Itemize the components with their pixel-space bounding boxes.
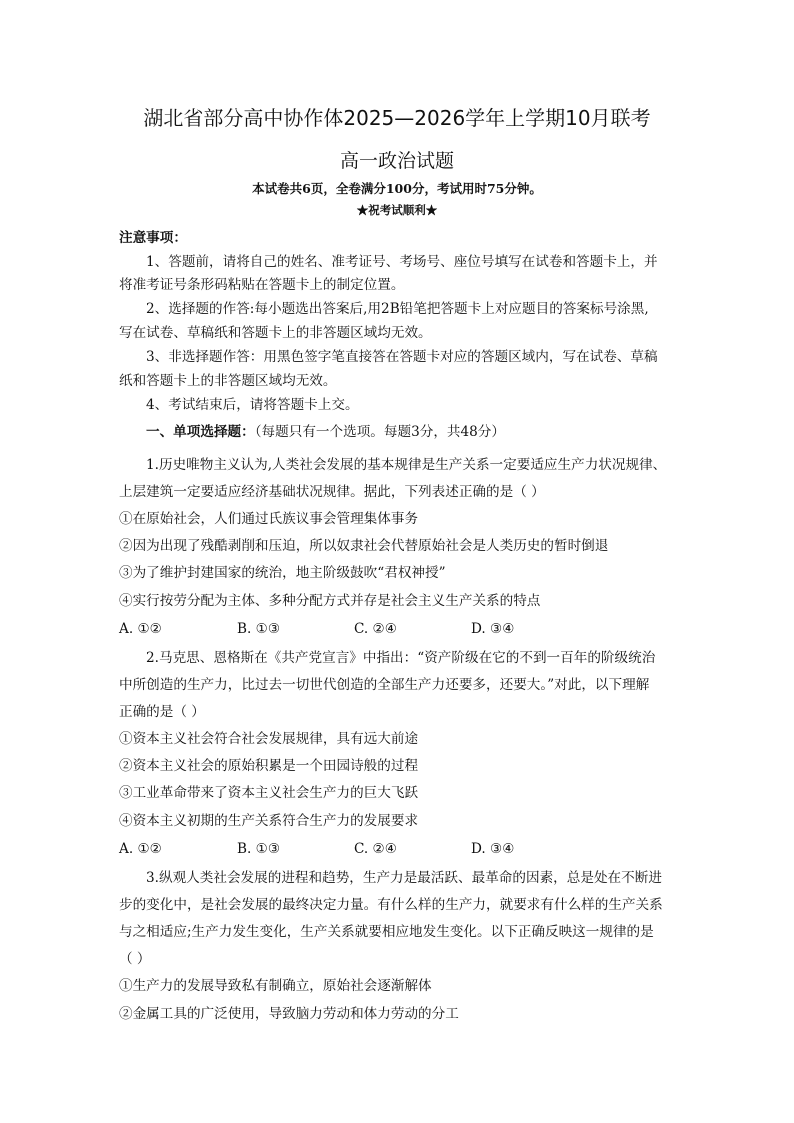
notice-item-3-line-1: 3、非选择题作答：用黑色签字笔直接答在答题卡对应的答题区域内，写在试卷、草稿 bbox=[146, 349, 658, 365]
section-1-heading bbox=[146, 421, 679, 443]
q2-statement-3: ③工业革命带来了资本主义社会生产力的巨大飞跃 bbox=[119, 785, 419, 801]
notice-item-1-line-1: 1、答题前，请将自己的姓名、准考证号、考场号、座位号填写在试卷和答题卡上，并 bbox=[146, 254, 658, 270]
exam-info: 本试卷共6页，全卷满分100分，考试用时75分钟。 bbox=[252, 181, 542, 196]
q3-statement-2: ②金属工具的广泛使用，导致脑力劳动和体力劳动的分工 bbox=[119, 1006, 459, 1022]
q2-stem-line-3: 正确的是（ ） bbox=[119, 704, 205, 720]
notice-item-4: 4、考试结束后，请将答题卡上交。 bbox=[146, 397, 359, 413]
exam-title: 湖北省部分高中协作体2025—2026学年上学期10月联考 bbox=[143, 106, 651, 130]
q2-statement-4: ④资本主义初期的生产关系符合生产力的发展要求 bbox=[119, 813, 419, 829]
q3-stem-line-3: 与之相适应;生产力发生变化，生产关系就要相应地发生变化。以下正确反映这一规律的是 bbox=[119, 924, 654, 940]
q2-option-c: C. ②④ bbox=[354, 841, 397, 857]
q2-option-b: B. ①③ bbox=[237, 841, 281, 857]
notice-item-3-line-2: 纸和答题卡上的非答题区域均无效。 bbox=[119, 373, 337, 389]
q2-statement-2: ②资本主义社会的原始积累是一个田园诗般的过程 bbox=[119, 758, 419, 774]
exam-subtitle: 高一政治试题 bbox=[339, 150, 454, 172]
q3-stem-line-1: 3.纵观人类社会发展的进程和趋势，生产力是最活跃、最革命的因素，总是处在不断进 bbox=[146, 870, 662, 886]
section-1-title: 一、单项选择题： bbox=[146, 424, 255, 440]
notice-heading: 注意事项： bbox=[119, 230, 187, 246]
q3-statement-1: ①生产力的发展导致私有制确立，原始社会逐渐解体 bbox=[119, 978, 432, 994]
q3-stem-line-4: （ ） bbox=[119, 951, 151, 967]
q1-statement-2: ②因为出现了残酷剥削和压迫，所以奴隶社会代替原始社会是人类历史的暂时倒退 bbox=[119, 538, 609, 554]
q1-statement-3: ③为了维护封建国家的统治，地主阶级鼓吹“君权神授” bbox=[119, 565, 446, 581]
q2-option-d: D. ③④ bbox=[471, 841, 515, 857]
notice-item-1-line-2: 将准考证号条形码粘贴在答题卡上的制定位置。 bbox=[119, 277, 405, 293]
q1-statement-4: ④实行按劳分配为主体、多种分配方式并存是社会主义生产关系的特点 bbox=[119, 593, 541, 609]
notice-item-2-line-1: 2、选择题的作答:每小题选出答案后,用2B铅笔把答题卡上对应题目的答案标号涂黑, bbox=[146, 301, 649, 317]
q2-option-a: A. ①② bbox=[119, 841, 162, 857]
good-luck-wish: ★祝考试顺利★ bbox=[356, 203, 438, 217]
q1-option-a: A. ①② bbox=[119, 621, 162, 637]
q1-option-b: B. ①③ bbox=[237, 621, 281, 637]
q3-stem-line-2: 步的变化中，是社会发展的最终决定力量。有什么样的生产力，就要求有什么样的生产关系 bbox=[119, 897, 663, 913]
q1-stem-line-2: 上层建筑一定要适应经济基础状况规律。据此，下列表述正确的是（ ） bbox=[119, 484, 545, 500]
q1-option-c: C. ②④ bbox=[354, 621, 397, 637]
q2-stem-line-1: 2.马克思、恩格斯在《共产党宣言》中指出：“资产阶级在它的不到一百年的阶级统治 bbox=[146, 650, 656, 666]
section-1-note: （每题只有一个选项。每题3分，共48分） bbox=[254, 424, 505, 440]
q1-option-d: D. ③④ bbox=[471, 621, 515, 637]
q1-statement-1: ①在原始社会，人们通过氏族议事会管理集体事务 bbox=[119, 511, 419, 527]
notice-item-2-line-2: 写在试卷、草稿纸和答题卡上的非答题区域均无效。 bbox=[119, 325, 432, 341]
q1-stem-line-1: 1.历史唯物主义认为,人类社会发展的基本规律是生产关系一定要适应生产力状况规律、 bbox=[146, 457, 667, 473]
q2-stem-line-2: 中所创造的生产力，比过去一切世代创造的全部生产力还要多，还要大。”对此，以下理解 bbox=[119, 677, 650, 693]
q2-statement-1: ①资本主义社会符合社会发展规律，具有远大前途 bbox=[119, 731, 419, 747]
